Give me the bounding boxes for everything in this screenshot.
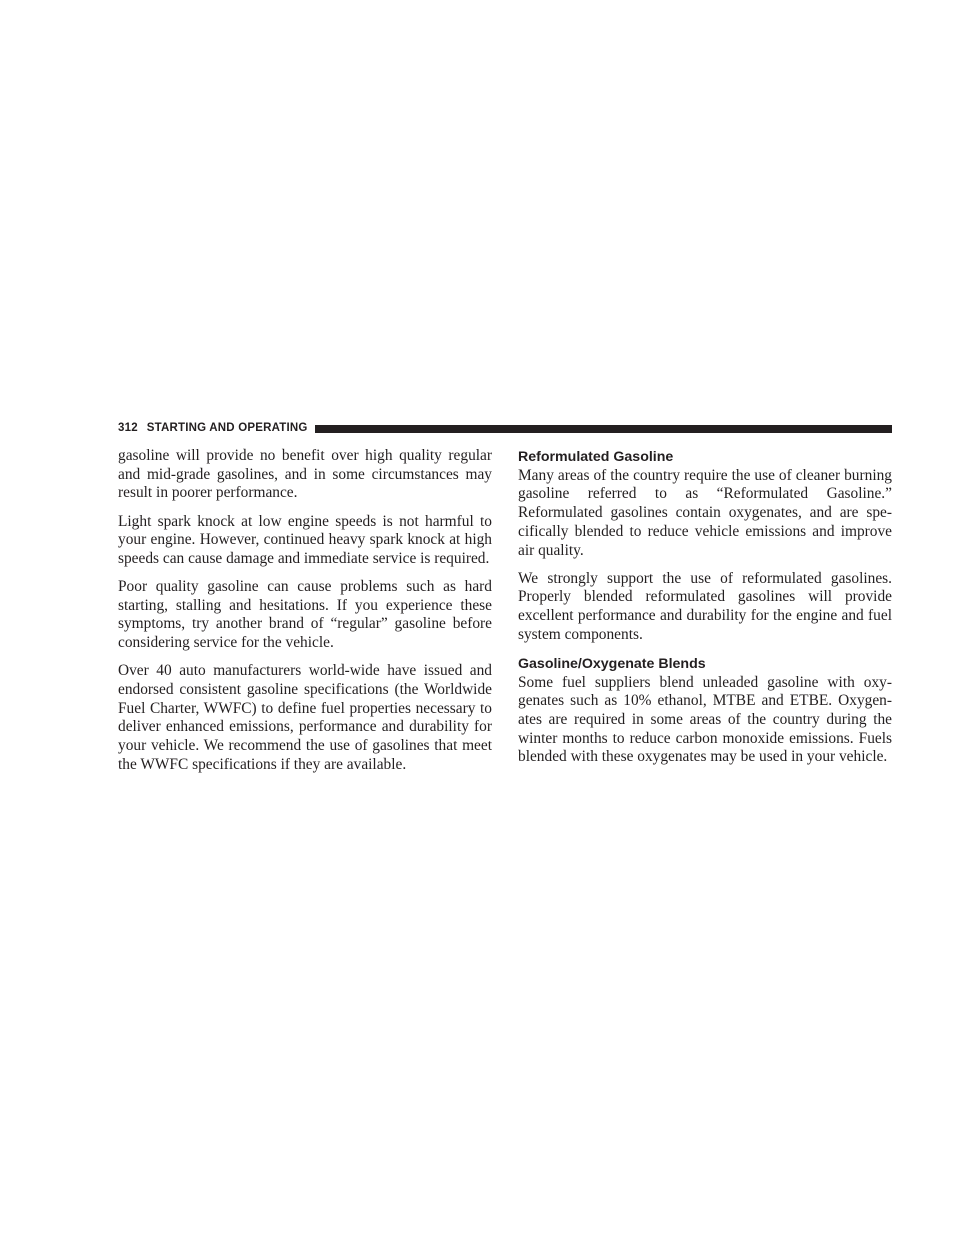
paragraph: We strongly support the use of reformulated gasolines. Properly blended reformulated gasolines will provide excellent performance and durability for the engine and fuel system components. [518, 569, 892, 643]
section-title: STARTING AND OPERATING [146, 422, 308, 434]
section-heading-gasoline-oxygenate-blends: Gasoline/Oxygenate Blends [518, 655, 706, 672]
paragraph: gasoline will provide no benefit over high quality regular and mid-grade gasolines, and in some circumstances may result in poorer performance. [118, 447, 492, 502]
page-number: 312 [118, 422, 138, 434]
page-header [118, 419, 892, 437]
right-column [518, 447, 892, 776]
paragraph: Poor quality gasoline can cause problems such as hard starting, stalling and hesitations. If you experience these symptoms, try another brand of “regular” gasoline before considering service for the vehicle. [118, 578, 492, 652]
header-rule [315, 425, 892, 433]
paragraph: Over 40 auto manufacturers world-wide have issued and endorsed consistent gasoline specifications (the Worldwide Fuel Charter, WWFC) to define fuel properties necessary to deliver enhanced emissions, performance and durability for your vehicle. We recommend the use of gasolines that meet the WWFC specifications if they are available. [118, 662, 492, 773]
section-heading-reformulated-gasoline: Reformulated Gasoline [518, 449, 674, 465]
paragraph: Many areas of the country require the use of cleaner burning gasoline referred to as “Reformulated Gasoline.” Reformulated gasolines contain oxygenates, and are specifically blended to reduce vehicle emissions and improve air quality. [518, 466, 892, 559]
paragraph: Light spark knock at low engine speeds is not harmful to your engine. However, continued heavy spark knock at high speeds can cause damage and immediate service is required. [118, 512, 492, 567]
left-column [118, 447, 492, 784]
paragraph: Some fuel suppliers blend unleaded gasoline with oxygenates such as 10% ethanol, MTBE and ETBE. Oxygenates are required in some areas of the country during the winter months to reduce carbon monoxide emissions. Fuels blended with these oxygenates may be used in your vehicle. [518, 673, 892, 766]
